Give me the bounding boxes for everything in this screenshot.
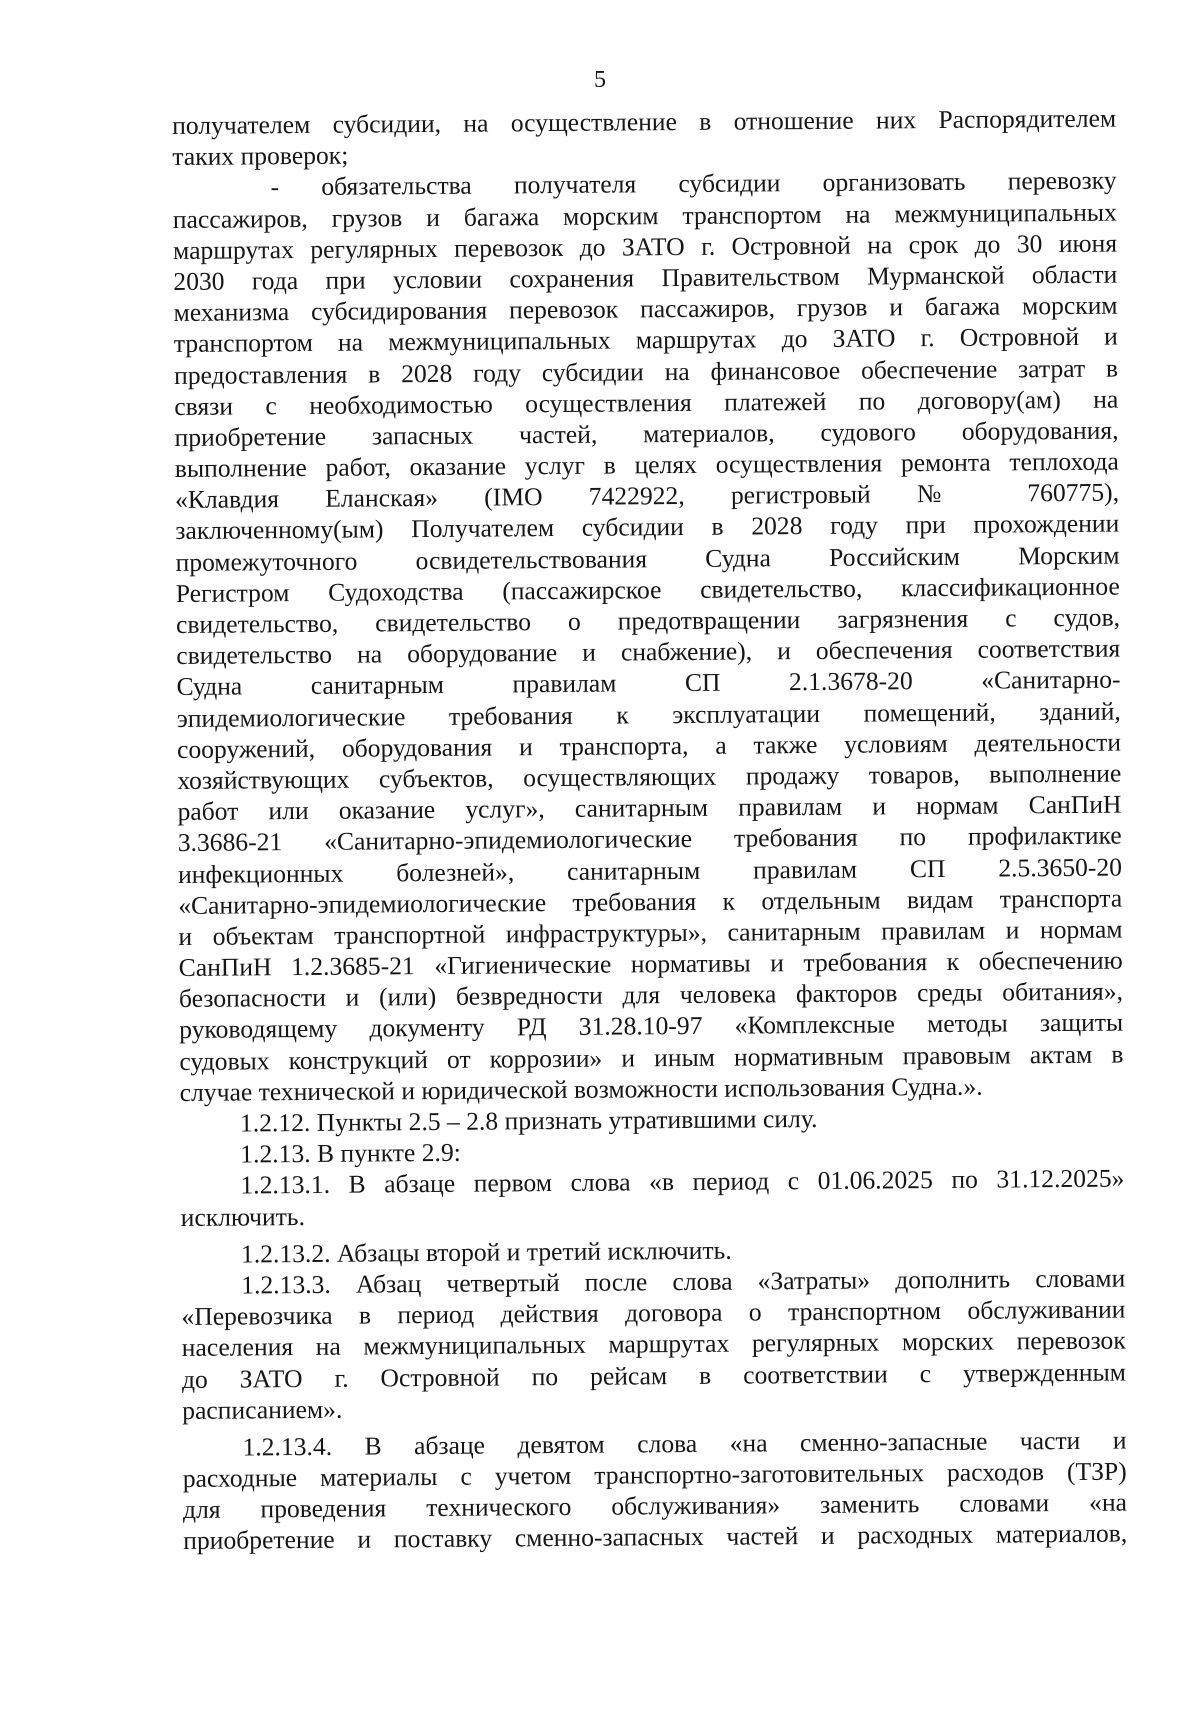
text-line: приобретение запасных частей, материалов, судового оборудования, (174, 415, 1119, 452)
text-line: 1.2.13.4. В абзаце девятом слова «на сменно-запасные части и (242, 1425, 1127, 1462)
text-line: для проведения технического обслуживания» заменить словами «на (182, 1487, 1128, 1525)
text-line: механизма субсидирования перевозок пассажиров, грузов и багажа морским (173, 290, 1118, 328)
text-line: таких проверок; (172, 140, 349, 172)
text-line: 3.3686-21 «Санитарно-эпидемиологические требования по профилактике (177, 820, 1122, 858)
text-line: промежуточного освидетельствования Судна Российским Морским (175, 540, 1120, 577)
text-line: выполнение работ, оказание услуг в целях осуществления ремонта теплохода (174, 446, 1119, 484)
text-line: сооружений, оборудования и транспорта, а также условиям деятельности (176, 727, 1122, 764)
text-line: пассажиров, грузов и багажа морским транспортом на межмуниципальных (172, 197, 1117, 234)
text-line: заключенному(ым) Получателем субсидии в 2028 году при прохождении (175, 509, 1120, 546)
text-line: Регистром Судоходства (пассажирское свидетельство, классификационное (175, 571, 1120, 608)
text-line: 1.2.13.2. Абзацы второй и третий исключить. (240, 1235, 732, 1269)
text-line: хозяйствующих субъектов, осуществляющих продажу товаров, выполнение (177, 758, 1122, 795)
text-line: «Перевозчика в период действия договора о транспортном обслуживании (181, 1294, 1126, 1332)
text-line: предоставления в 2028 году субсидии на финансовое обеспечение затрат в (173, 353, 1119, 390)
text-line: маршрутах регулярных перевозок до ЗАТО г. Островной на срок до 30 июня (172, 228, 1118, 265)
text-line: инфекционных болезней», санитарным правилам СП 2.5.3650-20 (177, 852, 1123, 889)
text-line: свидетельство, свидетельство о предотвращении загрязнения с судов, (175, 602, 1121, 639)
text-line: работ или оказание услуг», санитарным правилам и нормам СанПиН (177, 789, 1122, 827)
text-line: связи с необходимостью осуществления платежей по договору(ам) на (174, 384, 1119, 421)
text-line: «Санитарно-эпидемиологические требования к отдельным видам транспорта (178, 883, 1123, 920)
text-line: СанПиН 1.2.3685-21 «Гигиенические нормативы и требования к обеспечению (178, 945, 1123, 983)
text-line: судовых конструкций от коррозии» и иным нормативным правовым актам в (179, 1039, 1124, 1076)
text-line: расходные материалы с учетом транспортно-заготовительных расходов (ТЗР) (182, 1456, 1127, 1494)
text-line: расписанием». (182, 1394, 343, 1425)
page-number: 5 (594, 67, 606, 93)
text-line: 1.2.12. Пункты 2.5 – 2.8 признать утратившими силу. (239, 1103, 818, 1138)
text-line: 1.2.13.3. Абзац четвертый после слова «Затраты» дополнить словами (241, 1263, 1126, 1300)
text-line: 1.2.13.1. В абзаце первом слова «в период с 01.06.2025 по 31.12.2025» (240, 1163, 1125, 1200)
text-line: 1.2.13. В пункте 2.9: (240, 1137, 461, 1169)
text-line: получателем субсидии, на осуществление в отношение них Распорядителем (172, 103, 1117, 140)
text-line: и объектам транспортной инфраструктуры», санитарным правилам и нормам (178, 914, 1123, 951)
text-line: приобретение и поставку сменно-запасных частей и расходных материалов, (183, 1518, 1128, 1556)
text-line: свидетельство на оборудование и снабжение), и обеспечения соответствия (176, 633, 1121, 671)
text-line: безопасности и (или) безвредности для человека факторов среды обитания», (178, 976, 1124, 1014)
text-line: 2030 года при условии сохранения Правительством Мурманской области (173, 259, 1118, 296)
text-line: эпидемиологические требования к эксплуатации помещений, зданий, (176, 696, 1121, 733)
text-line: Судна санитарным правилам СП 2.1.3678-20 «Санитарно- (176, 664, 1121, 702)
text-line: «Клавдия Еланская» (IMO 7422922, регистровый № 760775), (174, 477, 1120, 515)
text-line: исключить. (180, 1201, 306, 1232)
text-line: - обязательства получателя субсидии организовать перевозку (270, 165, 1117, 202)
text-line: случае технической и юридической возможности использования Судна.». (179, 1071, 983, 1107)
text-line: руководящему документу РД 31.28.10-97 «Комплексные методы защиты (179, 1007, 1124, 1045)
text-line: до ЗАТО г. Островной по рейсам в соответствии с утвержденным (181, 1357, 1127, 1394)
text-line: транспортом на межмуниципальных маршрутах до ЗАТО г. Островной и (173, 321, 1118, 359)
document-body (172, 103, 1127, 1557)
text-line: населения на межмуниципальных маршрутах регулярных морских перевозок (181, 1325, 1126, 1363)
